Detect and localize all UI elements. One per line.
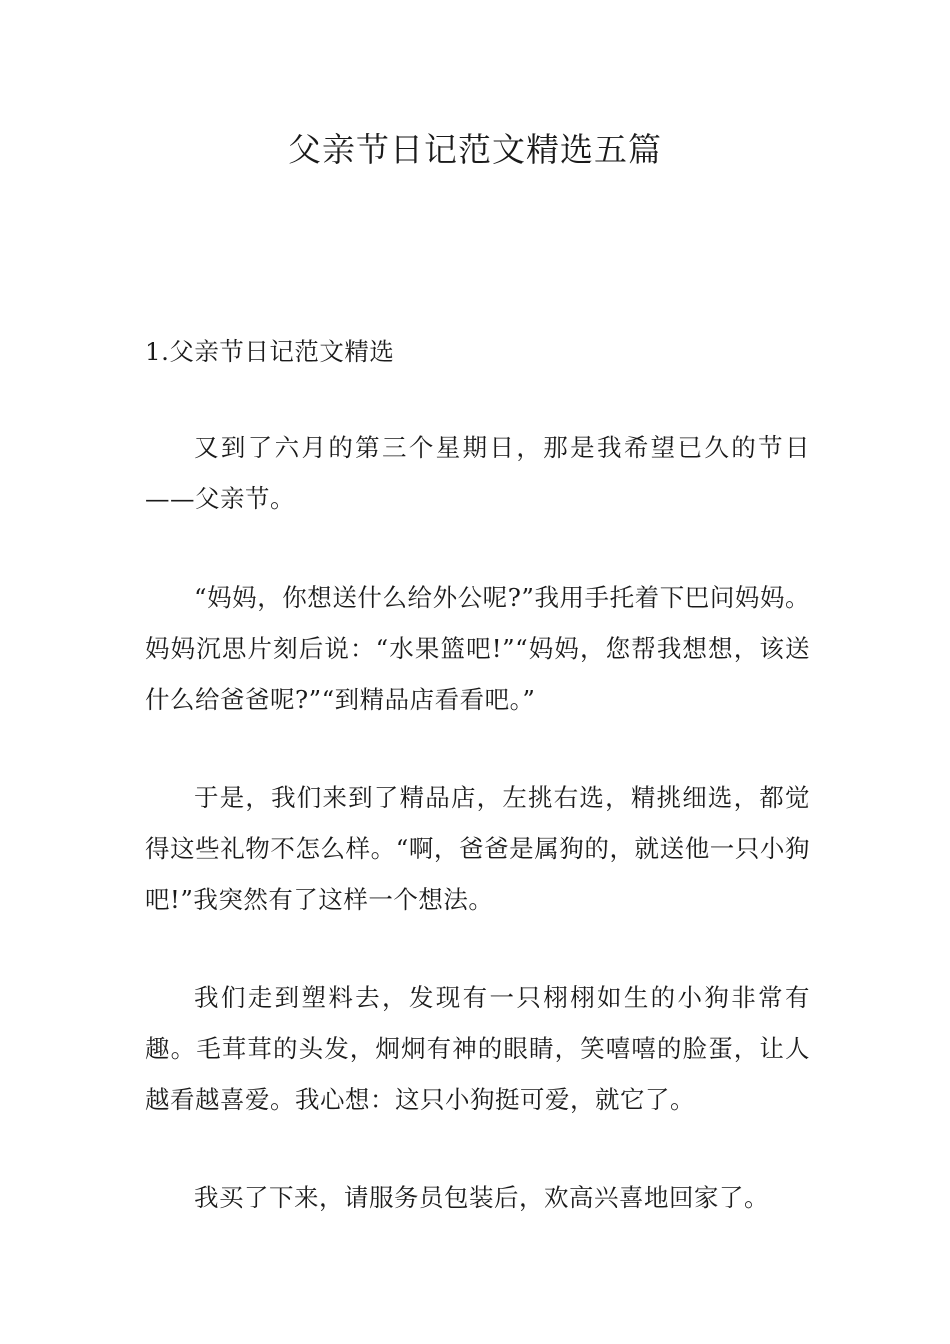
paragraph-1: 又到了六月的第三个星期日，那是我希望已久的节日——父亲节。 — [145, 433, 810, 513]
paragraph-3: 于是，我们来到了精品店，左挑右选，精挑细选，都觉得这些礼物不怎么样。“啊，爸爸是属狗的，就送他一只小狗吧!”我突然有了这样一个想法。 — [145, 783, 810, 914]
paragraph-4: 我们走到塑料去，发现有一只栩栩如生的小狗非常有趣。毛茸茸的头发，炯炯有神的眼睛，笑嘻嘻的脸蛋，让人越看越喜爱。我心想：这只小狗挺可爱，就它了。 — [145, 983, 810, 1114]
document-title: 父亲节日记范文精选五篇 — [288, 130, 662, 169]
paragraph-5: 我买了下来，请服务员包装后，欢高兴喜地回家了。 — [194, 1183, 769, 1212]
paragraph-2: “妈妈，你想送什么给外公呢?”我用手托着下巴问妈妈。妈妈沉思片刻后说：“水果篮吧!”“妈妈，您帮我想想，该送什么给爸爸呢?”“到精品店看看吧。” — [145, 583, 810, 714]
section-heading: 1.父亲节日记范文精选 — [145, 337, 395, 366]
